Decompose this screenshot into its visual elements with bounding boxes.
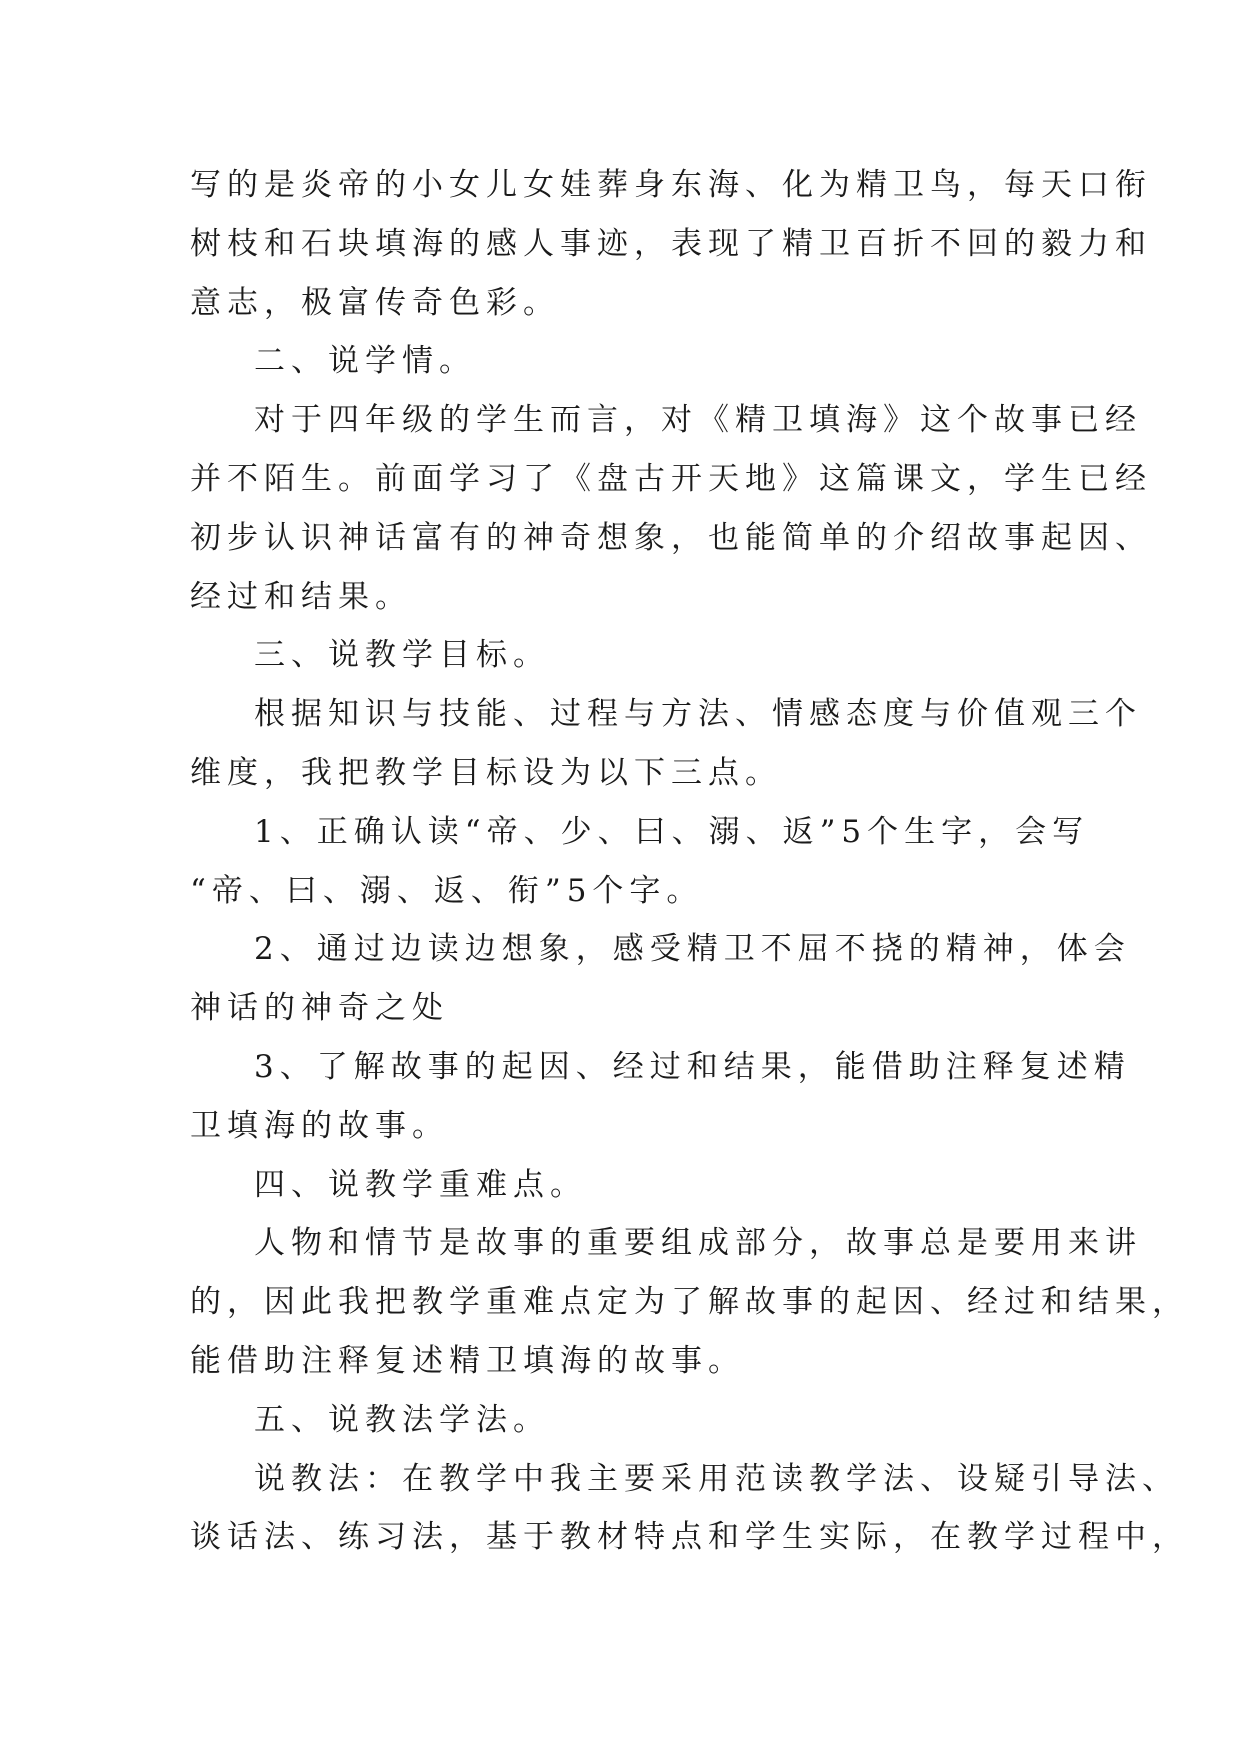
goal-item-1: 1、正确认读“帝、少、曰、溺、返”5个生字，会写: [254, 813, 1090, 850]
paragraph-line: 树枝和石块填海的感人事迹，表现了精卫百折不回的毅力和: [190, 225, 1152, 262]
goal-item-3: 3、了解故事的起因、经过和结果，能借助注释复述精: [254, 1048, 1131, 1085]
paragraph-line: 初步认识神话富有的神奇想象，也能简单的介绍故事起因、: [190, 519, 1152, 556]
paragraph-line: 能借助注释复述精卫填海的故事。: [190, 1342, 745, 1379]
paragraph-line: 维度，我把教学目标设为以下三点。: [190, 754, 782, 791]
section-heading-methods: 五、说教法学法。: [254, 1401, 550, 1438]
paragraph-line: 的，因此我把教学重难点定为了解故事的起因、经过和结果，: [190, 1284, 1189, 1321]
paragraph-line: 写的是炎帝的小女儿女娃葬身东海、化为精卫鸟，每天口衔: [190, 167, 1152, 203]
paragraph-line: 对于四年级的学生而言，对《精卫填海》这个故事已经: [254, 402, 1142, 439]
paragraph-line: 说教法：在教学中我主要采用范读教学法、设疑引导法、: [254, 1460, 1179, 1497]
paragraph-line: 并不陌生。前面学习了《盘古开天地》这篇课文，学生已经: [190, 460, 1152, 497]
section-heading-teaching-goals: 三、说教学目标。: [254, 637, 550, 674]
paragraph-line: 卫填海的故事。: [190, 1107, 449, 1144]
paragraph-line: 意志，极富传奇色彩。: [190, 284, 560, 321]
paragraph-line: 谈话法、练习法，基于教材特点和学生实际，在教学过程中，: [190, 1519, 1189, 1556]
section-heading-key-points: 四、说教学重难点。: [254, 1166, 587, 1203]
paragraph-line: 人物和情节是故事的重要组成部分，故事总是要用来讲: [254, 1225, 1142, 1262]
goal-item-2: 2、通过边读边想象，感受精卫不屈不挠的精神，体会: [254, 931, 1131, 968]
paragraph-line: 经过和结果。: [190, 578, 412, 615]
section-heading-student-analysis: 二、说学情。: [254, 343, 476, 380]
paragraph-line: “帝、曰、溺、返、衔”5个字。: [190, 872, 704, 909]
document-body: [190, 156, 1189, 1567]
paragraph-line: 根据知识与技能、过程与方法、情感态度与价值观三个: [254, 696, 1142, 733]
paragraph-line: 神话的神奇之处: [190, 990, 449, 1027]
